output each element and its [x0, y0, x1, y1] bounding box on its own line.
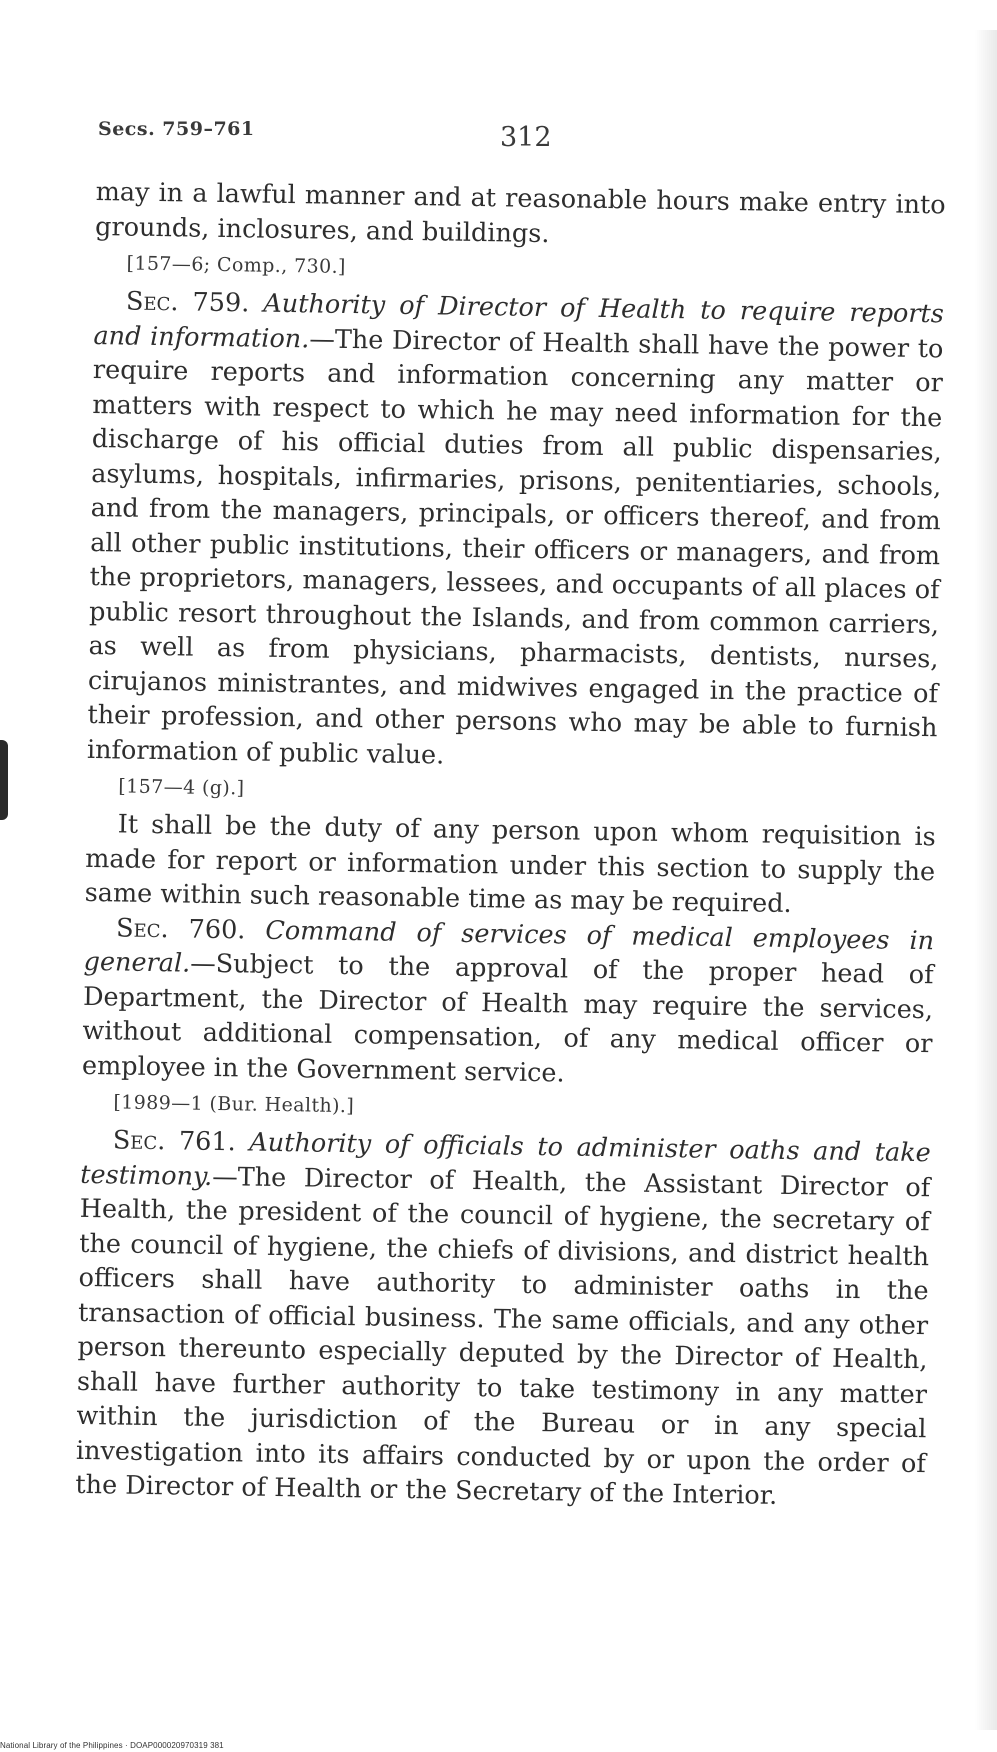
page-edge-shadow [975, 30, 997, 1730]
citation-1: [157—6; Comp., 730.] [126, 252, 346, 278]
section-760-text: —Subject to the approval of the proper head of Department, the Director of Health may require the services, without additional compensation, of any medical officer or employee in the Government service. [81, 948, 934, 1088]
continuation-paragraph: may in a lawful manner and at reasonable hours make entry into grounds, inclosures, and buildings. [94, 176, 946, 249]
citation-3: [1989—1 (Bur. Health).] [113, 1091, 355, 1118]
section-759-label: Sec. 759. [125, 286, 250, 319]
section-761-label: Sec. 761. [112, 1125, 236, 1158]
section-760-label: Sec. 760. [115, 912, 246, 945]
scan-footer: National Library of the Philippines · DOAP000020970319 381 [0, 1741, 224, 1750]
citation-2: [157—4 (g).] [118, 775, 245, 800]
section-760 [82, 910, 935, 1096]
body-text [75, 175, 946, 1516]
section-760-title: Command of services of medical employees in general. [83, 915, 935, 979]
section-759-title: Authority of Director of Health to require reports and information. [93, 288, 945, 354]
section-761-title: Authority of officials to administer oaths and take testimony. [80, 1127, 931, 1192]
section-759 [87, 284, 944, 780]
page-number: 312 [500, 122, 552, 153]
section-759-text: —The Director of Health shall have the power to require reports and information concerning any matter or matters with respect to which he may need information for the discharge of his official duties from all public dispensaries, asylums, hospitals, infirmaries, prisons, penitentiaries, schools, and from the managers, principals, or officers thereof, and from all other public institutions, their officers or managers, and from the proprietors, managers, lessees, and occupants of all places of public resort throughout the Islands, and from common carriers, as well as from physicians, pharmacists, dentists, nurses, cirujanos ministrantes, and midwives engaged in the practice of their profession, and other persons who may be able to furnish information of public value. [86, 323, 944, 771]
duty-paragraph: It shall be the duty of any person upon whom requisition is made for report or information under this section to supply the same within such reasonable time as may be required. [84, 809, 936, 920]
section-761 [75, 1123, 931, 1516]
section-761-text: —The Director of Health, the Assistant Director of Health, the president of the council of hygiene, the secretary of the council of hygiene, the chiefs of divisions, and district health officers shall have authority to administer oaths in the transaction of official business. The same officials, and any other person thereunto especially deputed by the Director of Health, shall have further authority to take testimony in any matter within the jurisdiction of the Bureau or in any special investigation into its affairs conducted by or upon the order of the Director of Health or the Secretary of the Interior. [75, 1161, 931, 1511]
binding-mark [0, 740, 8, 820]
section-range-header: Secs. 759–761 [98, 118, 255, 140]
